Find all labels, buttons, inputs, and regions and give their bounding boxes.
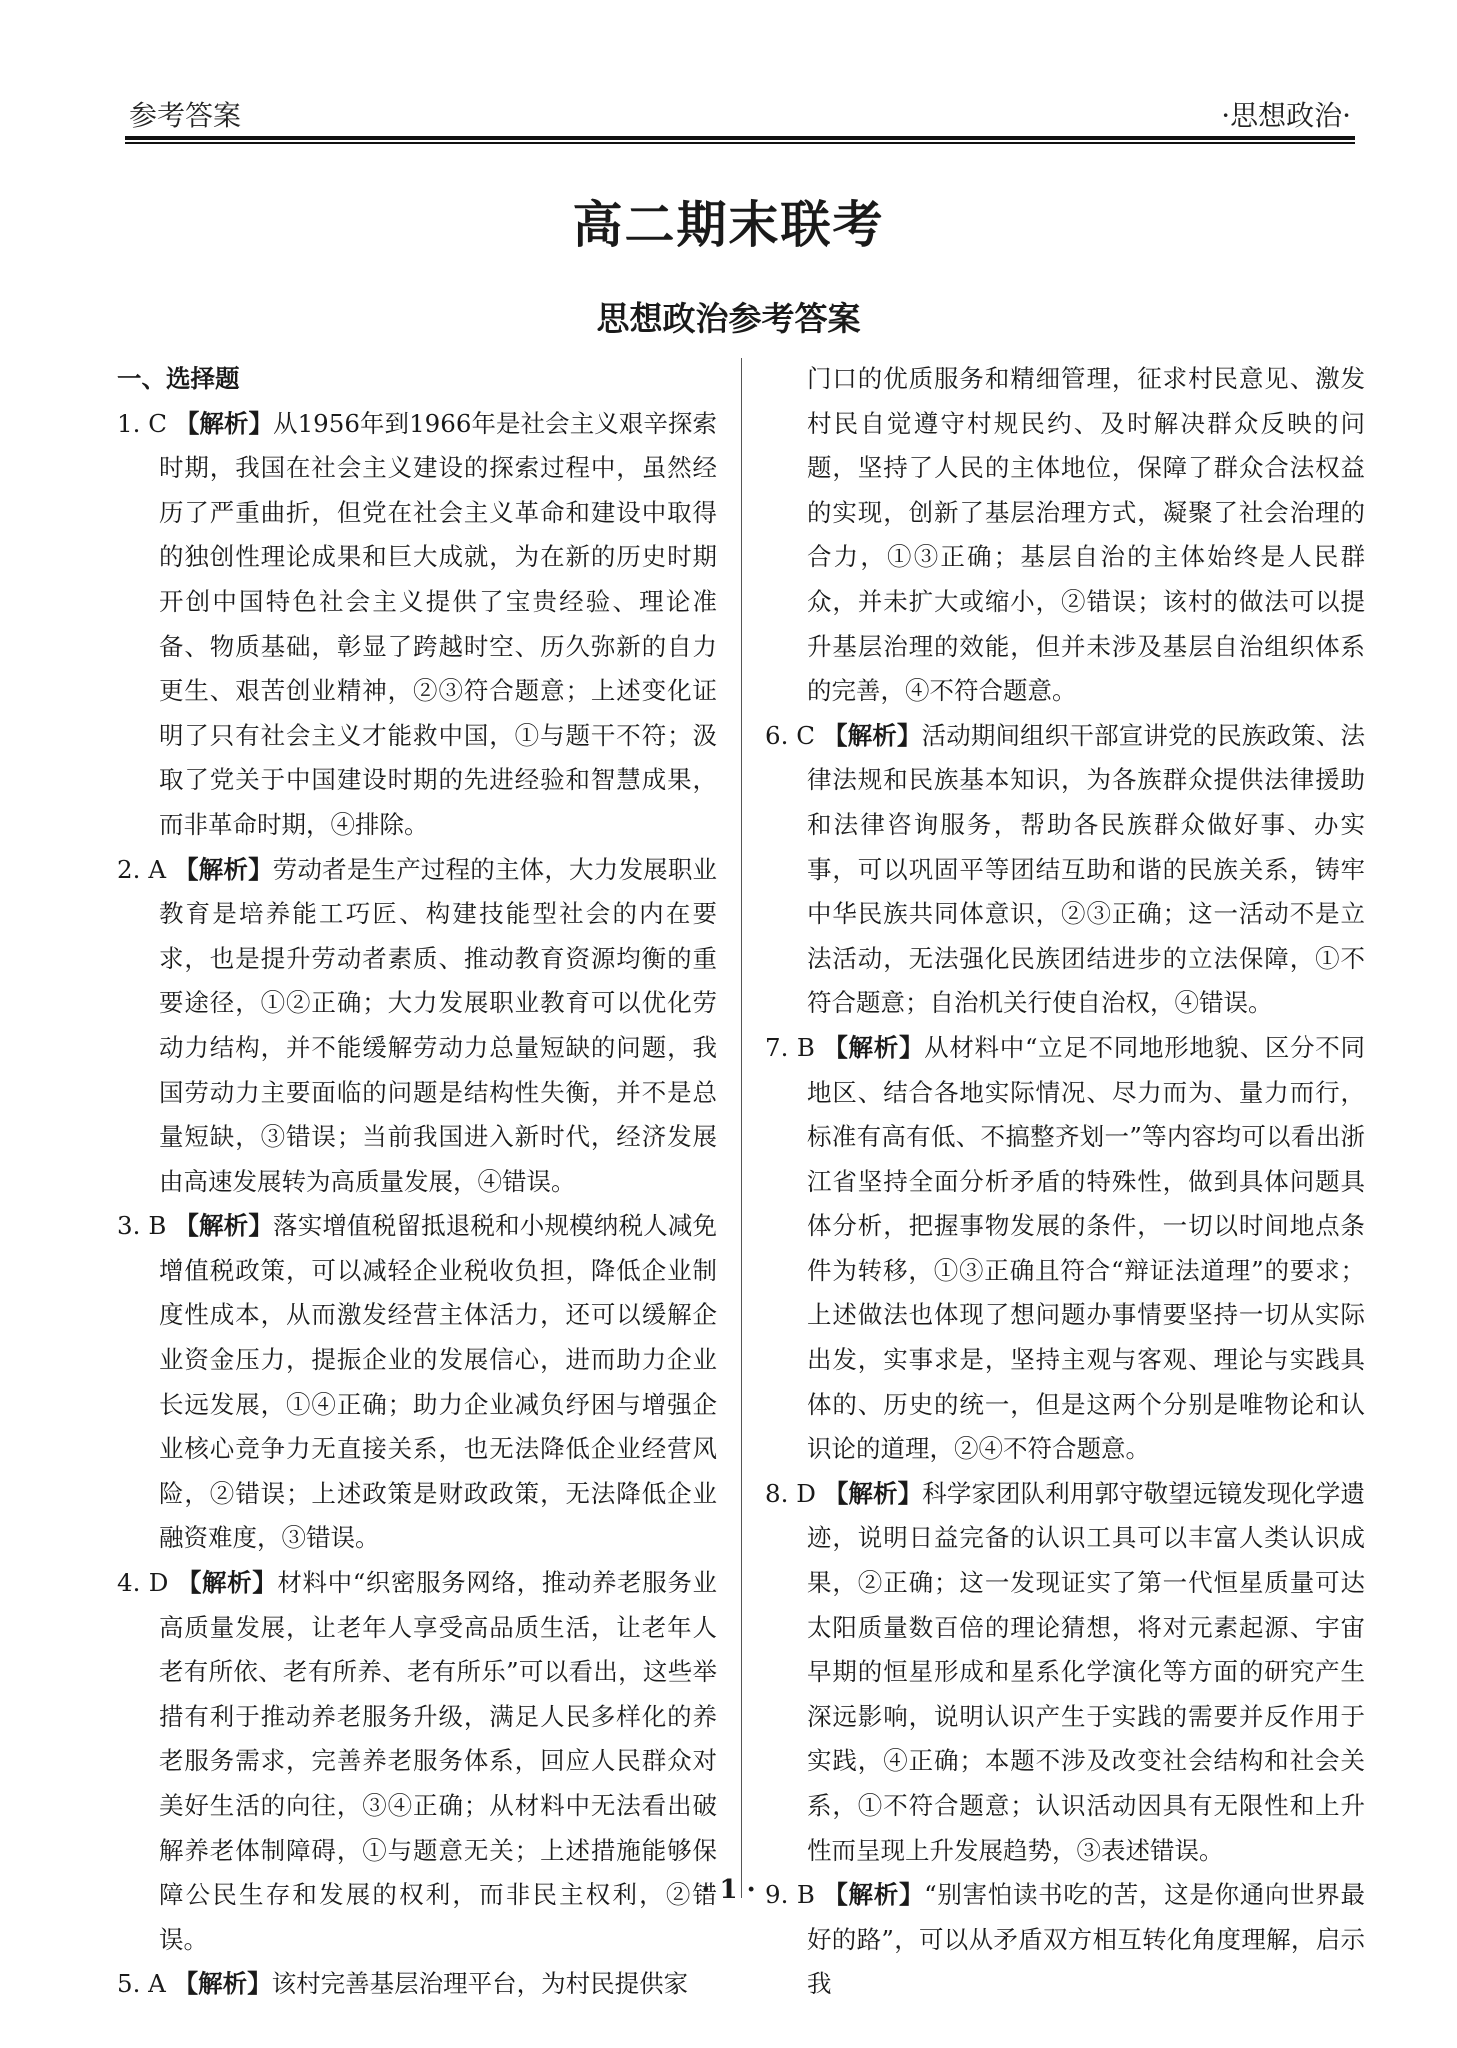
question-5 xyxy=(117,1962,717,2007)
question-5-continued: 门口的优质服务和精细管理，征求村民意见、激发村民自觉遵守村规民约、及时解决群众反映的问题，坚持了人民的主体地位，保障了群众合法权益的实现，创新了基层治理方式，凝聚了社会治理的合力，①③正确；基层自治的主体始终是人民群众，并未扩大或缩小，②错误；该村的做法可以提升基层治理的效能，但并未涉及基层自治组织体系的完善，④不符合题意。 xyxy=(807,364,1365,706)
question-text: 从材料中“立足不同地形地貌、区分不同地区、结合各地实际情况、尽力而为、量力而行，标准有高有低、不搞整齐划一”等内容均可以看出浙江省坚持全面分析矛盾的特殊性，做到具体问题具体分析，把握事物发展的条件，一切以时间地点条件为转移，①③正确且符合“辩证法道理”的要求；上述做法也体现了想问题办事情要坚持一切从实际出发，实事求是，坚持主观与客观、理论与实践具体的、历史的统一，但是这两个分别是唯物论和认识论的道理，②④不符合题意。 xyxy=(807,1032,1366,1464)
question-text: 活动期间组织干部宣讲党的民族政策、法律法规和民族基本知识，为各族群众提供法律援助和法律咨询服务，帮助各民族群众做好事、办实事，可以巩固平等团结互助和谐的民族关系，铸牢中华民族共同体意识，②③正确；这一活动不是立法活动，无法强化民族团结进步的立法保障，①不符合题意；自治机关行使自治权，④错误。 xyxy=(807,720,1366,1018)
analysis-tag: 【解析】 xyxy=(174,1211,274,1241)
question-label: 9. B xyxy=(765,1880,815,1910)
question-6 xyxy=(765,714,1365,1026)
header-rule-thick xyxy=(125,136,1355,140)
question-text: 科学家团队利用郭守敬望远镜发现化学遗迹，说明日益完备的认识工具可以丰富人类认识成果，②正确；这一发现证实了第一代恒星质量可达太阳质量数百倍的理论猜想，将对元素起源、宇宙早期的恒星形成和星系化学演化等方面的研究产生深远影响，说明认识产生于实践的需要并反作用于实践，④正确；本题不涉及改变社会结构和社会关系，①不符合题意；认识活动因具有无限性和上升性而呈现上升发展趋势，③表述错误。 xyxy=(807,1478,1366,1865)
analysis-tag: 【解析】 xyxy=(174,408,274,438)
page-header xyxy=(125,96,1355,136)
question-text: 该村完善基层治理平台，为村民提供家 xyxy=(271,1969,689,1999)
question-label: 6. C xyxy=(765,720,816,750)
question-label: 4. D xyxy=(117,1568,169,1598)
header-left-label: 参考答案 xyxy=(129,99,242,132)
question-label: 2. A xyxy=(117,854,167,884)
page-number: · 1 · xyxy=(701,1875,756,1905)
question-label: 7. B xyxy=(765,1032,815,1062)
question-label: 5. A xyxy=(117,1969,166,1999)
analysis-tag: 【解析】 xyxy=(173,1969,272,1999)
analysis-tag: 【解析】 xyxy=(174,854,273,884)
page-subtitle: 思想政治参考答案 xyxy=(596,299,861,338)
header-rule-thin xyxy=(125,142,1355,144)
question-text: 落实增值税留抵退税和小规模纳税人减免增值税政策，可以减轻企业税收负担，降低企业制度性成本，从而激发经营主体活力，还可以缓解企业资金压力，提振企业的发展信心，进而助力企业长远发展，①④正确；助力企业减负纾困与增强企业核心竞争力无直接关系，也无法降低企业经营风险，②错误；上述政策是财政政策，无法降低企业融资难度，③错误。 xyxy=(159,1211,717,1553)
question-label: 3. B xyxy=(117,1211,167,1241)
analysis-tag: 【解析】 xyxy=(823,1880,925,1910)
question-2 xyxy=(117,848,717,1205)
column-divider xyxy=(741,358,742,1898)
question-1 xyxy=(117,402,717,848)
question-8 xyxy=(765,1472,1365,1873)
analysis-tag: 【解析】 xyxy=(176,1568,278,1598)
page-title: 高二期末联考 xyxy=(572,195,885,254)
question-3 xyxy=(117,1204,717,1561)
question-7 xyxy=(765,1026,1365,1472)
question-text: 材料中“织密服务网络，推动养老服务业高质量发展，让老年人享受高品质生活，让老年人老有所依、老有所养、老有所乐”可以看出，这些举措有利于推动养老服务升级，满足人民多样化的养老服务需求，完善养老服务体系，回应人民群众对美好生活的向往，③④正确；从材料中无法看出破解养老体制障碍，①与题意无关；上述措施能够保障公民生存和发展的权利，而非民主权利，②错误。 xyxy=(159,1568,717,1954)
analysis-tag: 【解析】 xyxy=(823,1032,925,1062)
question-label: 1. C xyxy=(117,408,167,438)
section-title: 一、选择题 xyxy=(117,364,240,393)
question-text: 劳动者是生产过程的主体，大力发展职业教育是培养能工巧匠、构建技能型社会的内在要求，也是提升劳动者素质、推动教育资源均衡的重要途径，①②正确；大力发展职业教育可以优化劳动力结构，并不能缓解劳动力总量短缺的问题，我国劳动力主要面临的问题是结构性失衡，并不是总量短缺，③错误；当前我国进入新时代，经济发展由高速发展转为高质量发展，④错误。 xyxy=(159,854,718,1196)
left-column xyxy=(117,357,718,1999)
analysis-tag: 【解析】 xyxy=(823,1478,923,1508)
question-text: “别害怕读书吃的苦，这是你通向世界最好的路”，可以从矛盾双方相互转化角度理解，启示我 xyxy=(807,1880,1366,1999)
right-column xyxy=(765,357,1366,1999)
analysis-tag: 【解析】 xyxy=(823,720,922,750)
question-text: 从1956年到1966年是社会主义艰辛探索时期，我国在社会主义建设的探索过程中，虽然经历了严重曲折，但党在社会主义革命和建设中取得的独创性理论成果和巨大成就，为在新的历史时期开创中国特色社会主义提供了宝贵经验、理论准备、物质基础，彰显了跨越时空、历久弥新的自力更生、艰苦创业精神，②③符合题意；上述变化证明了只有社会主义才能救中国，①与题干不符；汲取了党关于中国建设时期的先进经验和智慧成果，而非革命时期，④排除。 xyxy=(159,408,717,839)
header-right-label: ·思想政治· xyxy=(1221,99,1351,132)
question-label: 8. D xyxy=(765,1478,816,1508)
